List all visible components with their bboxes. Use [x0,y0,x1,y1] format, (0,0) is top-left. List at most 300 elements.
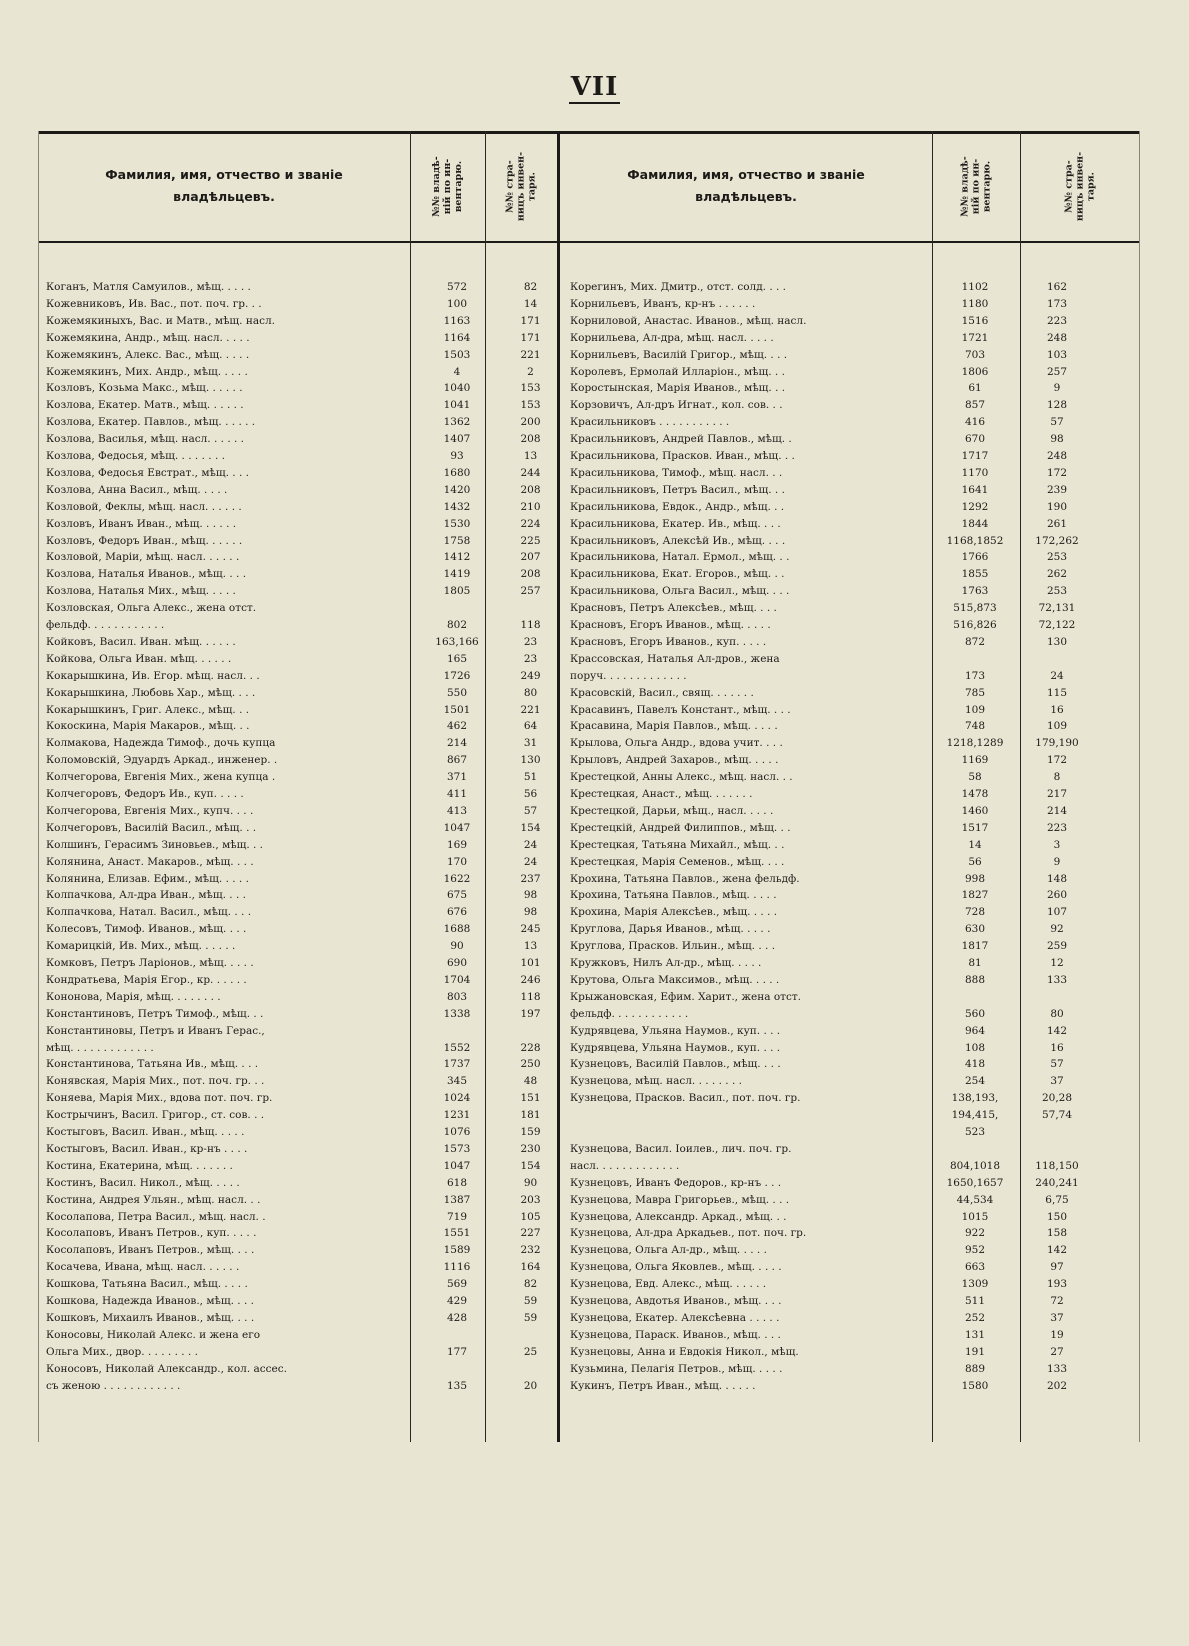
owner-name: фельдф. . . . . . . . . . . . [570,1007,689,1020]
holding-number: 1180 [961,297,989,310]
holding-number: 1338 [443,1007,471,1020]
inventory-page-number: 225 [520,534,541,547]
inventory-page-number: 151 [520,1092,541,1105]
owner-name: Крассовская, Наталья Ал-дров., жена [570,652,780,665]
table-row [570,1361,1138,1378]
owner-name: Круглова, Дарья Иванов., мѣщ. . . . . [570,923,771,936]
owner-name: Козлова, Екатер. Матв., мѣщ. . . . . . [46,399,244,412]
holding-number: 100 [446,297,468,310]
owner-name: Крыжановская, Ефим. Харит., жена отст. [570,990,801,1003]
holding-number: 1412 [443,551,471,564]
table-row [46,583,566,600]
holding-number: 1218,1289 [946,737,1004,750]
holding-number: 254 [964,1075,986,1088]
inventory-page-number: 246 [520,973,541,986]
table-row [46,1023,566,1040]
owner-name: Колесовъ, Тимоф. Иванов., мѣщ. . . . [46,923,247,936]
inventory-page-number: 118,150 [1035,1159,1079,1172]
holding-number: 618 [446,1176,468,1189]
inventory-page-number: 245 [520,923,541,936]
inventory-page-number: 150 [1046,1210,1068,1223]
inventory-page-number: 214 [1046,804,1068,817]
inventory-page-number: 208 [520,433,541,446]
owner-name: Кострычинъ, Васил. Григор., ст. сов. . . [46,1109,265,1122]
owner-name: Козловъ, Федоръ Иван., мѣщ. . . . . . [46,534,243,547]
inventory-page-number: 228 [520,1041,541,1054]
owner-name: Колшинъ, Герасимъ Зиновьев., мѣщ. . . [46,838,264,851]
inventory-page-number: 72,122 [1038,619,1076,631]
table-row [570,1310,1138,1327]
holding-number: 663 [964,1261,986,1274]
holding-number: 1407 [443,433,471,446]
inventory-page-number: 118 [520,990,541,1003]
inventory-page-number: 80 [523,686,538,699]
inventory-page-number: 153 [520,399,541,412]
owner-name: Кожемякинъ, Мих. Андр., мѣщ. . . . . [46,365,248,378]
table-row [570,1158,1138,1175]
holding-number: 1163 [443,314,471,327]
header-holding-left-text: №№ владѣ- ній по ин- вентарю. [431,155,464,217]
owner-name: поруч. . . . . . . . . . . . . [570,669,687,682]
table-row [46,279,566,296]
holding-number: 416 [964,416,986,429]
table-row [570,1293,1138,1310]
owner-name: Кузнецова, Екатер. Алексѣевна . . . . . [570,1311,780,1324]
table-row [46,1327,566,1344]
header-name-right: Фамилия, имя, отчество и званіе владѣльцевъ. [627,167,865,204]
table-row [46,1378,566,1395]
table-row [570,702,1138,719]
owner-name: Королевъ, Ермолай Илларіон., мѣщ. . . [570,365,785,378]
owner-name: Кузнецова, Мавра Григорьев., мѣщ. . . . [570,1193,790,1206]
holding-number: 1292 [961,500,989,513]
inventory-page-number: 56 [523,788,538,800]
inventory-page-number: 23 [523,635,538,648]
owner-name: Корегинъ, Мих. Дмитр., отст. солд. . . . [570,281,787,293]
inventory-page-number: 224 [520,517,541,530]
owner-name: Койковъ, Васил. Иван. мѣщ. . . . . . [46,635,236,648]
table-row [570,380,1138,397]
table-row [46,347,566,364]
inventory-page-number: 179,190 [1035,737,1079,750]
holding-number: 1805 [443,585,471,598]
table-row [570,364,1138,381]
holding-number: 516,826 [953,619,997,631]
holding-number: 867 [446,754,468,767]
owner-name: Красновъ, Егоръ Иванов., куп. . . . . [570,635,767,648]
owner-name: Красильниковъ . . . . . . . . . . . [570,416,730,429]
table-row [570,769,1138,786]
table-row [46,685,566,702]
owner-name: Колчегорова, Евгенія Мих., купч. . . . [46,804,254,817]
holding-number: 1076 [443,1126,471,1138]
inventory-page-number: 190 [1046,500,1068,513]
owner-name: Кружковъ, Нилъ Ал-др., мѣщ. . . . . [570,957,762,969]
table-row [570,600,1138,617]
owner-name: Коломовскій, Эдуардъ Аркад., инженер. . [46,754,278,767]
holding-number: 411 [446,788,468,800]
owner-name: Корниловой, Анастас. Иванов., мѣщ. насл. [570,314,807,327]
table-row [570,1242,1138,1259]
inventory-page-number: 162 [1046,281,1068,293]
holding-number: 58 [968,771,982,784]
owner-name: Красильниковъ, Андрей Павлов., мѣщ. . [570,433,792,446]
table-row [46,904,566,921]
holding-number: 1717 [961,450,989,462]
inventory-page-number: 57 [523,804,538,817]
owner-name: Кожемякиныхъ, Вас. и Матв., мѣщ. насл. [46,314,276,327]
owner-name: Крыловъ, Андрей Захаров., мѣщ. . . . . [570,754,779,767]
inventory-page-number: 98 [523,889,538,902]
inventory-page-number: 82 [523,281,538,293]
owner-name: Кошкова, Татьяна Васил., мѣщ. . . . . [46,1278,248,1291]
owner-name: Крестецкій, Андрей Филиппов., мѣщ. . . [570,821,791,834]
table-row [46,1175,566,1192]
table-row [46,786,566,803]
owner-name: Красильникова, Евдок., Андр., мѣщ. . . [570,500,785,513]
table-row [46,854,566,871]
owner-name: Козлова, Наталья Мих., мѣщ. . . . . [46,585,236,598]
inventory-page-number: 172,262 [1035,534,1079,547]
holding-number: 81 [968,957,982,969]
holding-number: 1573 [443,1142,471,1155]
owner-name: Кудрявцева, Ульяна Наумов., куп. . . . [570,1024,781,1037]
inventory-page-number: 107 [1046,906,1068,919]
holding-number: 1169 [961,754,989,767]
owner-name: Кокарышкина, Ив. Егор. мѣщ. насл. . . [46,669,260,682]
owner-name: Колпачкова, Натал. Васил., мѣщ. . . . [46,906,252,919]
holding-number: 675 [446,889,468,902]
table-row [46,1259,566,1276]
table-row [46,1090,566,1107]
inventory-page-number: 19 [1050,1328,1064,1341]
inventory-page-number: 208 [520,483,541,496]
holding-number: 964 [964,1024,986,1037]
owner-name: Колянина, Анаст. Макаров., мѣщ. . . . [46,855,254,868]
holding-number: 1844 [961,517,989,530]
table-row [46,921,566,938]
inventory-page-number: 97 [1050,1261,1064,1274]
inventory-page-number: 105 [520,1210,541,1223]
table-row [46,718,566,735]
inventory-page-number: 172 [1046,466,1068,479]
table-row [46,752,566,769]
holding-number: 1362 [443,416,471,429]
owner-name: Красавина, Марія Павлов., мѣщ. . . . . [570,720,778,733]
inventory-page-number: 27 [1050,1345,1064,1358]
inventory-page-number: 154 [520,821,541,834]
inventory-page-number: 51 [523,771,538,784]
table-row [570,972,1138,989]
owner-name: Красновъ, Егоръ Иванов., мѣщ. . . . . [570,619,771,631]
table-row [46,1276,566,1293]
table-row [46,1293,566,1310]
table-row [570,296,1138,313]
table-row [570,1107,1138,1124]
owner-name: Колянина, Елизав. Ефим., мѣщ. . . . . [46,872,249,885]
table-row [570,668,1138,685]
owner-name: Кузнецовы, Анна и Евдокія Никол., мѣщ. [570,1345,799,1358]
holding-number: 1040 [443,382,471,395]
table-row [570,685,1138,702]
table-row [570,1073,1138,1090]
owner-name: Койкова, Ольга Иван. мѣщ. . . . . . [46,652,232,665]
inventory-page-number: 14 [523,297,538,310]
table-row [46,431,566,448]
holding-number: 1726 [443,669,471,682]
inventory-page-number: 142 [1046,1244,1068,1257]
holding-number: 173 [964,669,986,682]
holding-number: 214 [446,737,468,750]
owner-name: Корнильевъ, Иванъ, кр-нъ . . . . . . [570,297,756,310]
table-row [570,786,1138,803]
inventory-page-number: 98 [1050,433,1064,446]
header-page-left [485,131,557,241]
owner-name: Кузнецова, Васил. Іоилев., лич. поч. гр. [570,1142,792,1155]
inventory-page-number: 253 [1046,551,1068,564]
owner-name: Красильникова, Ольга Васил., мѣщ. . . . [570,585,790,598]
table-row [570,718,1138,735]
owner-name: Кукинъ, Петръ Иван., мѣщ. . . . . . [570,1379,756,1392]
inventory-page-number: 148 [1046,872,1068,885]
table-row [46,1073,566,1090]
table-row [46,955,566,972]
table-row [570,904,1138,921]
holding-number: 90 [450,940,464,953]
table-row [46,313,566,330]
table-row [570,583,1138,600]
inventory-page-number: 101 [520,957,541,969]
inventory-page-number: 153 [520,382,541,395]
holding-number: 56 [968,855,982,868]
owner-name: Кузнецова, Ольга Яковлев., мѣщ. . . . . [570,1261,782,1274]
table-row [46,837,566,854]
inventory-page-number: 171 [520,314,541,327]
holding-number: 1622 [443,872,471,885]
holding-number: 1530 [443,517,471,530]
owner-name: Кошкова, Надежда Иванов., мѣщ. . . . [46,1295,254,1307]
table-row [570,533,1138,550]
table-row [570,989,1138,1006]
holding-number: 163,166 [435,635,479,648]
table-row [46,296,566,313]
table-row [570,1090,1138,1107]
table-row [46,549,566,566]
owner-name: Коносовы, Николай Алекс. и жена его [46,1328,261,1341]
inventory-page-number: 173 [1046,297,1068,310]
holding-number: 857 [964,399,986,412]
owner-name: Комковъ, Петръ Ларіонов., мѣщ. . . . . [46,957,254,969]
inventory-page-number: 90 [523,1176,538,1189]
header-holding-left [410,131,485,241]
inventory-page-number: 221 [520,348,541,361]
table-row [46,1209,566,1226]
inventory-page-number: 130 [1046,635,1068,648]
owner-name: Красовскій, Васил., свящ. . . . . . . [570,686,754,699]
holding-number: 177 [446,1345,468,1358]
inventory-page-number: 223 [1046,821,1068,834]
inventory-page-number: 118 [520,619,541,631]
table-row [570,330,1138,347]
owner-name: Крестецкой, Анны Алекс., мѣщ. насл. . . [570,771,793,784]
holding-number: 413 [446,804,468,817]
inventory-page-number: 12 [1050,957,1064,969]
inventory-page-number: 9 [1053,855,1061,868]
owner-name: Корзовичъ, Ал-дръ Игнат., кол. сов. . . [570,399,783,412]
table-row [46,634,566,651]
holding-number: 1580 [961,1379,989,1392]
owner-name: Кузнецова, Ал-дра Аркадьев., пот. поч. гр. [570,1227,807,1240]
owner-name: Костина, Андрея Ульян., мѣщ. насл. . . [46,1193,261,1206]
owner-name: Кузнецовъ, Василій Павлов., мѣщ. . . . [570,1058,781,1071]
owner-name: Комарицкій, Ив. Мих., мѣщ. . . . . . [46,940,236,953]
inventory-page-number: 248 [1046,331,1068,344]
inventory-page-number: 109 [1046,720,1068,733]
holding-number: 1855 [961,568,989,581]
holding-number: 428 [446,1311,468,1324]
holding-number: 1309 [961,1278,989,1291]
owner-name: Константиновы, Петръ и Иванъ Герас., [46,1024,265,1037]
table-row [46,1040,566,1057]
holding-number: 194,415, [951,1109,999,1122]
owner-name: Красильникова, Екатер. Ив., мѣщ. . . . [570,517,781,530]
table-row [570,1276,1138,1293]
table-row [570,1225,1138,1242]
table-row [46,600,566,617]
inventory-page-number: 197 [520,1007,541,1020]
inventory-page-number: 193 [1046,1278,1068,1291]
table-row [46,651,566,668]
inventory-page-number: 172 [1046,754,1068,767]
owner-name: Кокоскина, Марія Макаров., мѣщ. . . [46,720,250,733]
owner-name: Крестецкая, Анаст., мѣщ. . . . . . . [570,788,753,800]
table-row [570,887,1138,904]
inventory-page-number: 13 [523,450,538,462]
holding-number: 511 [964,1295,986,1307]
inventory-page-number: 9 [1053,382,1061,395]
owner-name: Козлова, Анна Васил., мѣщ. . . . . [46,483,228,496]
owner-name: Косачева, Ивана, мѣщ. насл. . . . . . [46,1261,240,1274]
holding-number: 1589 [443,1244,471,1257]
holding-number: 108 [964,1041,986,1054]
owner-name: Красильникова, Екат. Егоров., мѣщ. . . [570,568,785,581]
owner-name: Кузнецова, Александр. Аркад., мѣщ. . . [570,1210,787,1223]
inventory-page-number: 248 [1046,450,1068,462]
inventory-page-number: 230 [520,1142,541,1155]
owner-name: Козлова, Екатер. Павлов., мѣщ. . . . . . [46,416,256,429]
owner-name: Костинъ, Васил. Никол., мѣщ. . . . . [46,1176,240,1189]
table-row [570,1040,1138,1057]
table-row [46,380,566,397]
inventory-page-number: 154 [520,1159,541,1172]
table-row [46,516,566,533]
owner-name: Круглова, Прасков. Ильин., мѣщ. . . . [570,940,776,953]
table-row [46,1242,566,1259]
owner-name: Кудрявцева, Ульяна Наумов., куп. . . . [570,1041,781,1054]
table-row [46,364,566,381]
inventory-page-number: 37 [1050,1075,1064,1088]
table-row [46,566,566,583]
owner-name: Косолапова, Петра Васил., мѣщ. насл. . [46,1210,266,1223]
table-row [46,871,566,888]
holding-number: 1170 [961,466,989,479]
table-row [570,1327,1138,1344]
holding-number: 670 [964,433,986,446]
holding-number: 1806 [961,365,989,378]
inventory-page-number: 48 [523,1075,538,1088]
inventory-page-number: 133 [1046,973,1068,986]
table-row [46,668,566,685]
table-row [570,955,1138,972]
owner-name: Кузнецова, Ольга Ал-др., мѣщ. . . . . [570,1244,767,1257]
inventory-page-number: 57 [1050,1058,1064,1071]
table-row [46,482,566,499]
owner-name: Кузьмина, Пелагія Петров., мѣщ. . . . . [570,1362,783,1375]
owner-name: Козлова, Наталья Иванов., мѣщ. . . . [46,568,247,581]
table-row [46,989,566,1006]
holding-number: 93 [450,450,464,462]
inventory-page-number: 253 [1046,585,1068,598]
owner-name: мѣщ. . . . . . . . . . . . . [46,1041,154,1054]
inventory-page-number: 203 [520,1193,541,1206]
table-row [46,1344,566,1361]
table-row [46,769,566,786]
table-row [570,1192,1138,1209]
inventory-page-number: 25 [523,1345,538,1358]
owner-name: Кузнецова, мѣщ. насл. . . . . . . . [570,1075,742,1088]
holding-number: 418 [964,1058,986,1071]
holding-number: 1231 [443,1109,471,1122]
inventory-page-number: 20,28 [1041,1092,1073,1105]
inventory-page-number: 207 [520,551,541,564]
inventory-page-number: 13 [523,940,538,953]
holding-number: 1387 [443,1193,471,1206]
holding-number: 429 [446,1295,468,1307]
table-row [46,1225,566,1242]
table-row [570,465,1138,482]
inventory-page-number: 23 [523,652,538,665]
inventory-page-number: 221 [520,703,541,716]
holding-number: 1015 [961,1210,989,1223]
inventory-page-number: 37 [1050,1311,1064,1324]
holding-number: 1041 [443,399,471,412]
owner-name: Кокарышкина, Любовь Хар., мѣщ. . . . [46,686,256,699]
holding-number: 1551 [443,1227,471,1240]
inventory-page-number: 2 [527,365,534,378]
table-row [570,431,1138,448]
owner-name: Кондратьева, Марія Егор., кр. . . . . . [46,973,247,986]
table-row [46,1056,566,1073]
inventory-page-number: 239 [1046,483,1068,496]
owner-name: Коростынская, Марія Иванов., мѣщ. . . [570,382,786,395]
owner-name: Кононова, Марія, мѣщ. . . . . . . . [46,990,221,1003]
owner-name: фельдф. . . . . . . . . . . . [46,619,165,631]
inventory-page-number: 82 [523,1278,538,1291]
table-row [570,279,1138,296]
owner-name: Крохина, Марія Алексѣев., мѣщ. . . . . [570,906,778,919]
table-row [570,397,1138,414]
inventory-page-number: 210 [520,500,541,513]
inventory-page-number: 59 [523,1311,538,1324]
owner-name: Кузнецова, Прасков. Васил., пот. поч. гр. [570,1092,801,1105]
owner-name: Корнильева, Ал-дра, мѣщ. насл. . . . . [570,331,774,344]
table-row [570,938,1138,955]
header-holding-right-text: №№ владѣ- ній по ин- вентарю. [959,155,993,217]
owner-name: Колмакова, Надежда Тимоф., дочь купца [46,737,276,750]
owner-name: Крестецкая, Татьяна Михайл., мѣщ. . . [570,838,785,851]
holding-number: 1763 [961,585,989,598]
holding-number: 1766 [961,551,989,564]
